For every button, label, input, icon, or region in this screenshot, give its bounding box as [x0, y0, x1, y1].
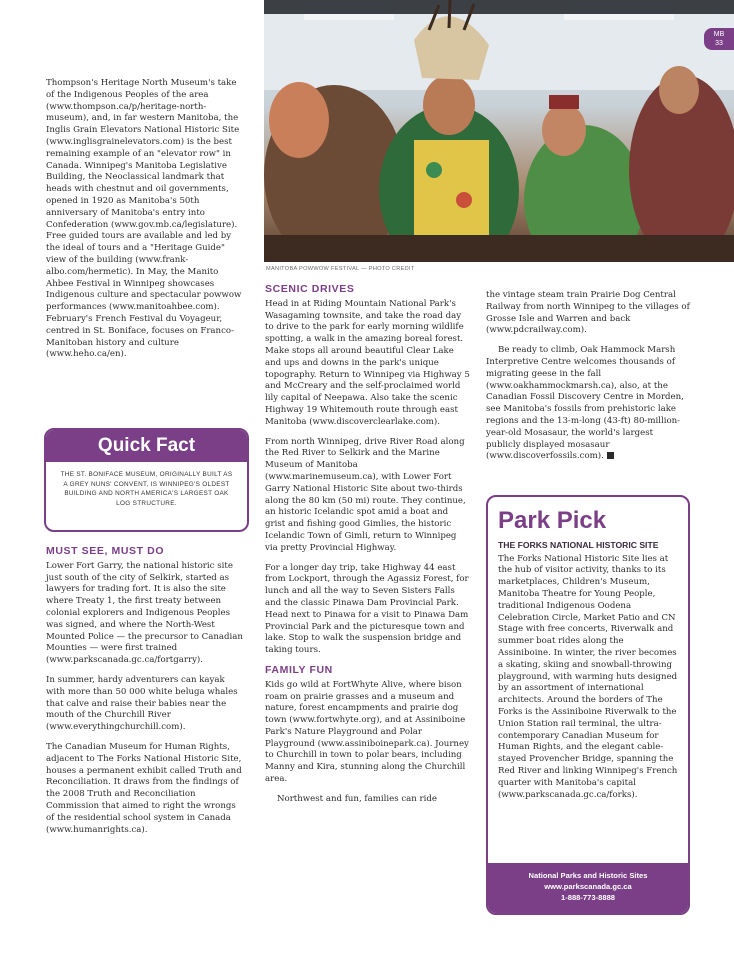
column-1-lower	[46, 546, 246, 844]
column-3	[486, 290, 690, 463]
powwow-photo-illustration	[264, 0, 734, 262]
family-fun-heading: FAMILY FUN	[265, 663, 333, 676]
scenic-paragraph-2: From north Winnipeg, drive River Road along the Red River to Selkirk and the Marine Museum of Manitoba (www.marinemuseum.ca), with Lower Fort Garry National Historic Site about two-thirds along the 80 km (50 mi) route. They continue, an historic Icelandic spot amid a boat and grist and fishing good Gimlies, the historic Icelandic Town of Gimli, return to Winnipeg via pretty Provincial Highway.	[265, 436, 466, 553]
must-see-paragraph-3: The Canadian Museum for Human Rights, adjacent to The Forks National Historic Site, houses a permanent exhibit called Truth and Reconciliation. It draws from the findings of the 2008 Truth and Reconciliation Commission that aimed to right the wrongs of the residential school system in Canada (www.humanrights.ca).	[46, 741, 242, 835]
park-pick-title: Park Pick	[498, 507, 607, 534]
scenic-paragraph-1: Head in at Riding Mountain National Park's Wasagaming townsite, and take the road day to drive to the park for early morning wildlife spotting, a walk in the amazing boreal forest. Make stops all around beautiful Clear Lake and ups and downs in the park's unique topography. Return to Winnipeg via Highway 5 and McCreary and the self-proclaimed world lily capital of Neepawa. Also take the scenic Highway 19 Whitemouth route through east Manitoba (www.discoverclearlake.com).	[265, 298, 470, 427]
must-see-paragraph-1: Lower Fort Garry, the national historic site just south of the city of Selkirk, started as lawyers for trading fort. It is also the site where Treaty 1, the first treaty between colonial explorers and Indigenous Peoples was signed, and where the North-West Mounted Police — the precursor to Canadian Mounties — were first trained (www.parkscanada.gc.ca/fortgarry).	[46, 560, 243, 666]
park-pick-subtitle: THE FORKS NATIONAL HISTORIC SITE	[498, 540, 659, 550]
column-1	[46, 78, 246, 361]
park-pick-footer-url[interactable]: www.parkscanada.gc.ca	[544, 882, 632, 891]
photo-caption: MANITOBA POWWOW FESTIVAL — PHOTO CREDIT	[266, 266, 415, 272]
family-paragraph-1: Kids go wild at FortWhyte Alive, where bison roam on prairie grasses and a museum and nature, forest encampments and prairie dog town (www.fortwhyte.org), and at Assiniboine Park's Nature Playground and Polar Playground (www.assiniboinepark.ca). Journey to Churchill in town to polar bears, including Manny and Kira, stunning along the Churchill area.	[265, 679, 469, 785]
must-see-heading: MUST SEE, MUST DO	[46, 545, 165, 557]
quick-fact-text: THE ST. BONIFACE MUSEUM, ORIGINALLY BUILT AS A GREY NUNS' CONVENT, IS WINNIPEG'S OLDEST BUILDING AND NORTH AMERICA'S LARGEST OAK LOG STRUCTURE.	[60, 471, 233, 507]
park-pick-box	[486, 495, 690, 915]
family-paragraph-2: Northwest and fun, families can ride	[277, 793, 438, 804]
must-see-paragraph-2: In summer, hardy adventurers can kayak with more than 50 000 white beluga whales that calve and raise their babies near the mouth of the Churchill River (www.everythingchurchill.com).	[46, 674, 238, 733]
park-pick-footer	[488, 863, 688, 913]
page-tab-region: MB	[713, 31, 725, 38]
quick-fact-box	[44, 428, 249, 532]
column-3-paragraph-2: Be ready to climb, Oak Hammock Marsh Interpretive Centre welcomes thousands of migrating geese in the fall (www.oakhammockmarsh.ca), also, at the Canadian Fossil Discovery Centre in Morden, see Manitoba's fossils from prehistoric lake regions and the 13-m-long (43-ft) 80-million-year-old Mosasaur, the world's largest publicly displayed mosasaur (www.discoverfossils.com).	[486, 345, 684, 462]
scenic-paragraph-3: For a longer day trip, take Highway 44 east from Lockport, through the Agassiz Forest, for lunch and all the way to Seven Sisters Falls and the classic Pinawa Dam Provincial Park. Head next to Pinawa for a visit to Pinawa Dam Provincial Park and the picturesque town and lake. Stop to walk the suspension bridge and taking tours.	[265, 562, 469, 656]
park-pick-footer-name: National Parks and Historic Sites	[528, 871, 648, 880]
quick-fact-title: Quick Fact	[46, 430, 247, 462]
column-2	[265, 284, 470, 806]
column-3-paragraph-1: the vintage steam train Prairie Dog Central Railway from north Winnipeg to the villages of Grosse Isle and Warren and back (www.pdcrailway.com).	[486, 290, 690, 336]
page-number-tab	[704, 28, 734, 50]
intro-paragraph: Thompson's Heritage North Museum's take of the Indigenous Peoples of the area (www.thompson.ca/p/heritage-north-museum), and, in far western Manitoba, the Inglis Grain Elevators National Historic Site (www.inglisgrainelevators.com) is the best remaining example of an "elevator row" in Canada. Winnipeg's Manitoba Legislative Building, the Neoclassical landmark that heads with chestnut and oil governments, opened in 1920 as Manitoba's 50th anniversary of Manitoba's entry into Confederation (www.gov.mb.ca/legislature). Free guided tours are available and led by the ideal of tours and a "Heritage Guide" view of the building (www.frank-albo.com/hermetic). In May, the Manito Ahbee Festival in Winnipeg showcases Indigenous culture and spectacular powwow performances (www.manitoahbee.com). February's French Festival du Voyageur, centred in St. Boniface, focuses on Franco-Manitoban history and culture (www.heho.ca/en).	[46, 78, 242, 360]
page-tab-number: 33	[715, 40, 723, 47]
scenic-drives-heading: SCENIC DRIVES	[265, 283, 355, 295]
article-end-mark	[607, 452, 614, 459]
park-pick-text: The Forks National Historic Site lies at the hub of visitor activity, thanks to its marketplaces, Children's Museum, Manitoba Theatre for Young People, traditional Indigenous Oodena Celebration Circle, Market Patio and CN Stage with free concerts, Riverwalk and summer boat rides along the Assiniboine. In winter, the river becomes a skating, skiing and snowball-throwing playground, with warming huts designed by an assortment of international architects. Around the borders of The Forks is the Assiniboine Riverwalk to the Union Station rail terminal, the ultra-contemporary Canadian Museum for Human Rights, and the elegant cable-stayed Provencher Bridge, spanning the Red River and linking Winnipeg's French quarter with Manitoba's capital (www.parkscanada.gc.ca/forks).	[498, 553, 678, 800]
powwow-photo	[264, 0, 734, 262]
park-pick-footer-phone: 1-888-773-8888	[560, 893, 616, 902]
